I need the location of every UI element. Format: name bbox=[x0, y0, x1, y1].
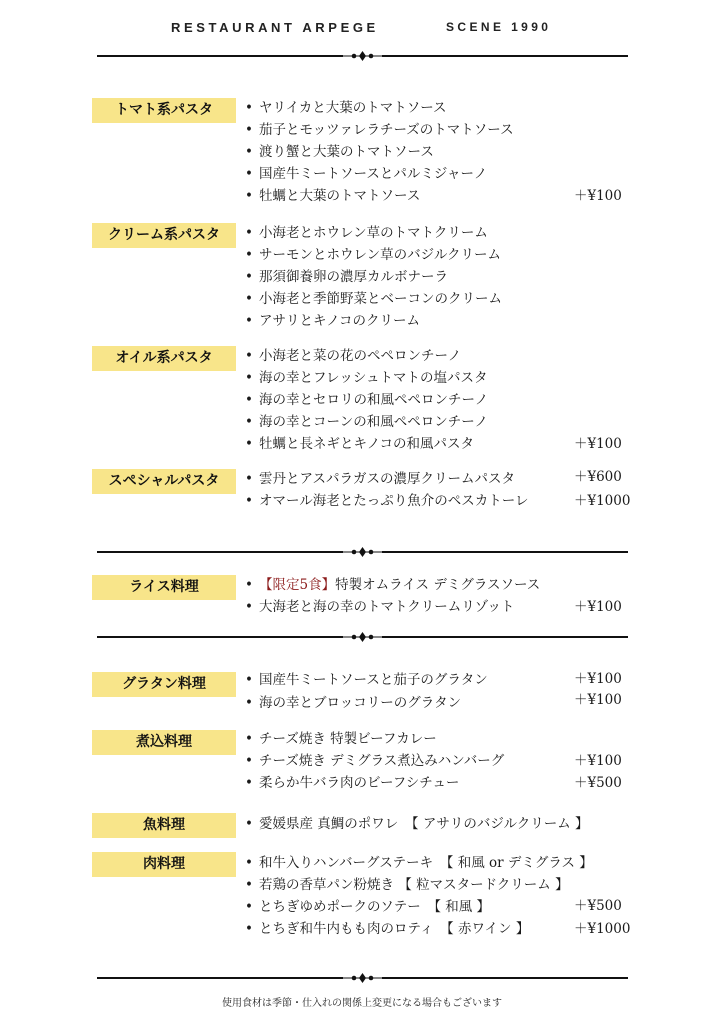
menu-item: • 海の幸とセロリの和風ペペロンチーノ bbox=[245, 392, 489, 408]
header bbox=[0, 20, 724, 40]
category-stew: 煮込料理 bbox=[92, 730, 236, 755]
menu-item: • ヤリイカと大葉のトマトソース bbox=[245, 100, 447, 116]
category-tomato-pasta: トマト系パスタ bbox=[92, 98, 236, 123]
divider-rice-gratin bbox=[97, 631, 628, 643]
menu-item: • オマール海老とたっぷり魚介のペスカトーレ bbox=[245, 493, 529, 509]
category-cream-pasta: クリーム系パスタ bbox=[92, 223, 236, 248]
category-oil-pasta: オイル系パスタ bbox=[92, 346, 236, 371]
menu-item: • 小海老とホウレン草のトマトクリーム bbox=[245, 225, 488, 241]
menu-item: • 国産牛ミートソースと茄子のグラタン bbox=[245, 672, 488, 688]
fleur-icon bbox=[97, 50, 628, 62]
item-price: ＋¥1000 bbox=[574, 493, 631, 509]
menu-item: • 小海老と菜の花のペペロンチーノ bbox=[245, 348, 462, 364]
item-price: ＋¥100 bbox=[574, 753, 622, 769]
footer-note: 使用食材は季節・仕入れの関係上変更になる場合もございます bbox=[222, 998, 502, 1009]
menu-item: • 国産牛ミートソースとパルミジャーノ bbox=[245, 166, 488, 182]
menu-item: • チーズ焼き デミグラス煮込みハンバーグ bbox=[245, 753, 505, 769]
item-price: ＋¥100 bbox=[574, 436, 622, 452]
item-price: ＋¥100 bbox=[574, 692, 622, 708]
menu-item: • 那須御養卵の濃厚カルボナーラ bbox=[245, 269, 448, 285]
item-price: ＋¥100 bbox=[574, 671, 622, 687]
category-fish: 魚料理 bbox=[92, 813, 236, 838]
fleur-icon bbox=[97, 546, 628, 558]
menu-item: • 柔らか牛バラ肉のビーフシチュー bbox=[245, 775, 460, 791]
item-price: ＋¥500 bbox=[574, 775, 622, 791]
item-price: ＋¥100 bbox=[574, 188, 622, 204]
menu-item: • 若鶏の香草パン粉焼き 【 粒マスタードクリーム 】 bbox=[245, 877, 569, 893]
fleur-icon bbox=[97, 631, 628, 643]
menu-item: • 海の幸とフレッシュトマトの塩パスタ bbox=[245, 370, 488, 386]
restaurant-title: RESTAURANT ARPEGE bbox=[171, 20, 379, 35]
item-price: ＋¥500 bbox=[574, 898, 622, 914]
menu-item: • 牡蠣と長ネギとキノコの和風パスタ bbox=[245, 436, 475, 452]
menu-item: • 海の幸とブロッコリーのグラタン bbox=[245, 695, 462, 711]
item-price: ＋¥600 bbox=[574, 469, 622, 485]
menu-item: • 愛媛県産 真鯛のポワレ 【 アサリのバジルクリーム 】 bbox=[245, 816, 589, 832]
menu-item: • とちぎゆめポークのソテー 【 和風 】 bbox=[245, 899, 491, 915]
menu-item: • チーズ焼き 特製ビーフカレー bbox=[245, 731, 437, 747]
category-special-pasta: スペシャルパスタ bbox=[92, 469, 236, 494]
menu-item: • 海の幸とコーンの和風ペペロンチーノ bbox=[245, 414, 488, 430]
menu-item: • 大海老と海の幸のトマトクリームリゾット bbox=[245, 599, 515, 615]
menu-item: • 茄子とモッツァレラチーズのトマトソース bbox=[245, 122, 514, 138]
fleur-icon bbox=[97, 972, 628, 984]
menu-item: • 【限定5食】特製オムライス デミグラスソース bbox=[245, 577, 541, 593]
item-price: ＋¥100 bbox=[574, 599, 622, 615]
menu-item: • 雲丹とアスパラガスの濃厚クリームパスタ bbox=[245, 471, 515, 487]
menu-item: • サーモンとホウレン草のバジルクリーム bbox=[245, 247, 502, 263]
menu-item: • 小海老と季節野菜とベーコンのクリーム bbox=[245, 291, 502, 307]
category-gratin: グラタン料理 bbox=[92, 672, 236, 697]
divider-pasta-rice bbox=[97, 546, 628, 558]
divider-top bbox=[97, 50, 628, 62]
limited-badge: 【限定5食】 bbox=[259, 577, 336, 593]
menu-item: • アサリとキノコのクリーム bbox=[245, 313, 421, 329]
category-meat: 肉料理 bbox=[92, 852, 236, 877]
menu-item: • とちぎ和牛内もも肉のロティ 【 赤ワイン 】 bbox=[245, 921, 530, 937]
menu-item: • 和牛入りハンバーグステーキ 【 和風 or デミグラス 】 bbox=[245, 855, 593, 871]
item-price: ＋¥1000 bbox=[574, 921, 631, 937]
scene-label: SCENE 1990 bbox=[446, 20, 552, 34]
divider-bottom bbox=[97, 972, 628, 984]
category-rice: ライス料理 bbox=[92, 575, 236, 600]
menu-item: • 牡蠣と大葉のトマトソース bbox=[245, 188, 421, 204]
menu-item: • 渡り蟹と大葉のトマトソース bbox=[245, 144, 434, 160]
